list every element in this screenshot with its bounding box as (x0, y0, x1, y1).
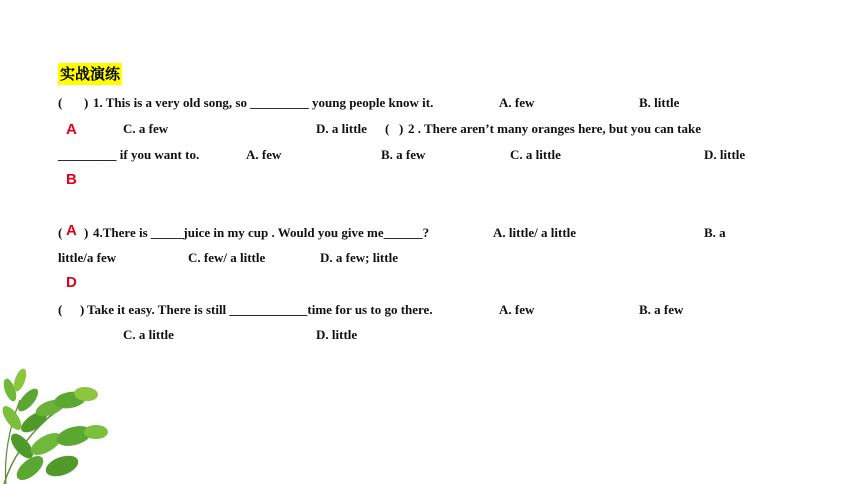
q3-stem: 4.There is _____juice in my cup . Would you give me______? (93, 225, 430, 240)
q1-answer: A (66, 121, 77, 138)
q4-option-b: B. a few (639, 302, 684, 317)
q1-option-d: D. a little (316, 121, 367, 136)
q3-option-c: C. few/ a little (188, 250, 266, 265)
q4-open-paren: ( (58, 302, 63, 317)
q2-option-b: B. a few (381, 147, 426, 162)
q1-stem: 1. This is a very old song, so _________ young people know it. (93, 95, 434, 110)
q4-option-c: C. a little (123, 327, 174, 342)
q4-answer: D (66, 274, 77, 291)
q3-option-a: A. little/ a little (493, 225, 577, 240)
q2-stem-line2: _________ if you want to. (58, 147, 200, 162)
q2-close-paren: ) (399, 121, 404, 136)
leaf-decoration-icon (0, 360, 110, 484)
q3-answer: A (66, 222, 77, 239)
q3-option-b-line2: little/a few (58, 250, 117, 265)
q2-open-paren: ( (385, 121, 390, 136)
q3-close-paren: ) (84, 225, 89, 240)
q1-option-c: C. a few (123, 121, 169, 136)
q2-stem-line1: 2 . There aren’t many oranges here, but you can take (408, 121, 701, 136)
q1-open-paren: ( (58, 95, 63, 110)
q1-option-a: A. few (499, 95, 535, 110)
q1-close-paren: ) (84, 95, 89, 110)
q3-open-paren: ( (58, 225, 63, 240)
q2-option-c: C. a little (510, 147, 561, 162)
q3-option-b-line1: B. a (704, 225, 726, 240)
q4-option-a: A. few (499, 302, 535, 317)
q1-option-b: B. little (639, 95, 680, 110)
q2-answer: B (66, 171, 77, 188)
q2-option-d: D. little (704, 147, 746, 162)
q2-option-a: A. few (246, 147, 282, 162)
section-heading: 实战演练 (60, 65, 121, 83)
q4-stem: Take it easy. There is still ____________time for us to go there. (87, 302, 433, 317)
q4-close-paren: ) (80, 302, 85, 317)
q3-option-d: D. a few; little (320, 250, 398, 265)
q4-option-d: D. little (316, 327, 358, 342)
